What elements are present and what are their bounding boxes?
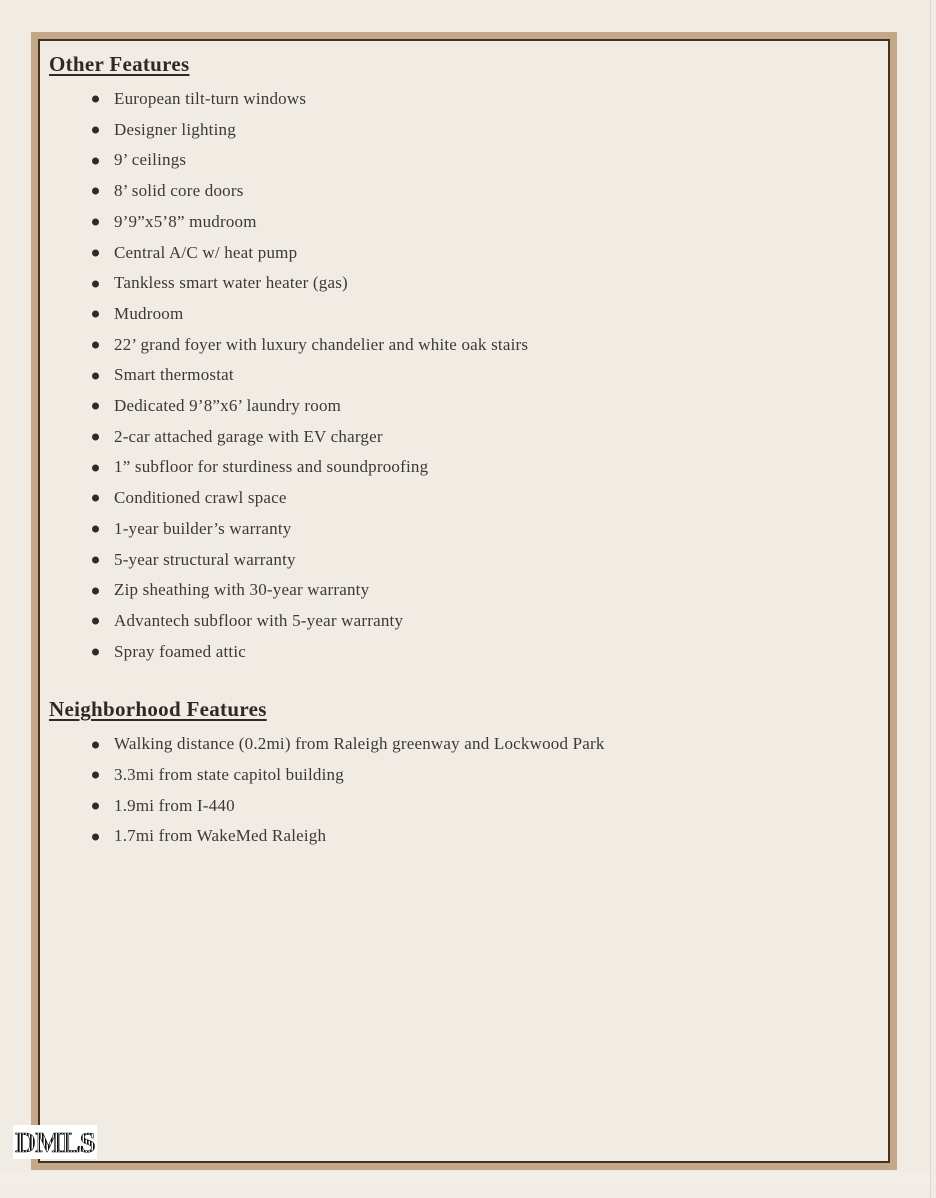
feature-list-item: 9’ ceilings bbox=[114, 145, 872, 176]
feature-list-item: European tilt-turn windows bbox=[114, 84, 872, 115]
feature-list-item: 3.3mi from state capitol building bbox=[114, 760, 872, 791]
feature-list-item: 1.7mi from WakeMed Raleigh bbox=[114, 821, 872, 852]
feature-list-item: 1” subfloor for sturdiness and soundproofing bbox=[114, 452, 872, 483]
section-neighborhood-features bbox=[49, 697, 872, 852]
feature-list-item: Designer lighting bbox=[114, 115, 872, 146]
feature-list-item: 8’ solid core doors bbox=[114, 176, 872, 207]
feature-list-item: 22’ grand foyer with luxury chandelier and white oak stairs bbox=[114, 330, 872, 361]
section-other-features bbox=[49, 52, 872, 667]
dmls-logo-icon bbox=[15, 1127, 95, 1157]
other-features-list bbox=[49, 84, 872, 667]
feature-list-item: 5-year structural warranty bbox=[114, 545, 872, 576]
feature-list-item: 9’9”x5’8” mudroom bbox=[114, 207, 872, 238]
feature-list-item: Tankless smart water heater (gas) bbox=[114, 268, 872, 299]
document-content bbox=[38, 39, 890, 1163]
feature-list-item: 1-year builder’s warranty bbox=[114, 514, 872, 545]
page-right-edge bbox=[930, 0, 931, 1198]
feature-list-item: Spray foamed attic bbox=[114, 637, 872, 668]
feature-list-item: Central A/C w/ heat pump bbox=[114, 238, 872, 269]
dmls-logo-text: DMLS bbox=[15, 1127, 95, 1157]
dmls-logo bbox=[13, 1125, 97, 1159]
neighborhood-features-heading: Neighborhood Features bbox=[49, 697, 267, 722]
neighborhood-features-list bbox=[49, 729, 872, 852]
feature-list-item: Walking distance (0.2mi) from Raleigh greenway and Lockwood Park bbox=[114, 729, 872, 760]
other-features-heading: Other Features bbox=[49, 52, 190, 76]
feature-list-item: Advantech subfloor with 5-year warranty bbox=[114, 606, 872, 637]
decorative-border-frame bbox=[31, 32, 897, 1170]
feature-list-item: Zip sheathing with 30-year warranty bbox=[114, 575, 872, 606]
feature-list-item: Conditioned crawl space bbox=[114, 483, 872, 514]
page-bottom-strip bbox=[0, 1171, 931, 1186]
feature-list-item: Dedicated 9’8”x6’ laundry room bbox=[114, 391, 872, 422]
feature-list-item: Smart thermostat bbox=[114, 360, 872, 391]
feature-list-item: 2-car attached garage with EV charger bbox=[114, 422, 872, 453]
feature-list-item: Mudroom bbox=[114, 299, 872, 330]
feature-list-item: 1.9mi from I-440 bbox=[114, 791, 872, 822]
